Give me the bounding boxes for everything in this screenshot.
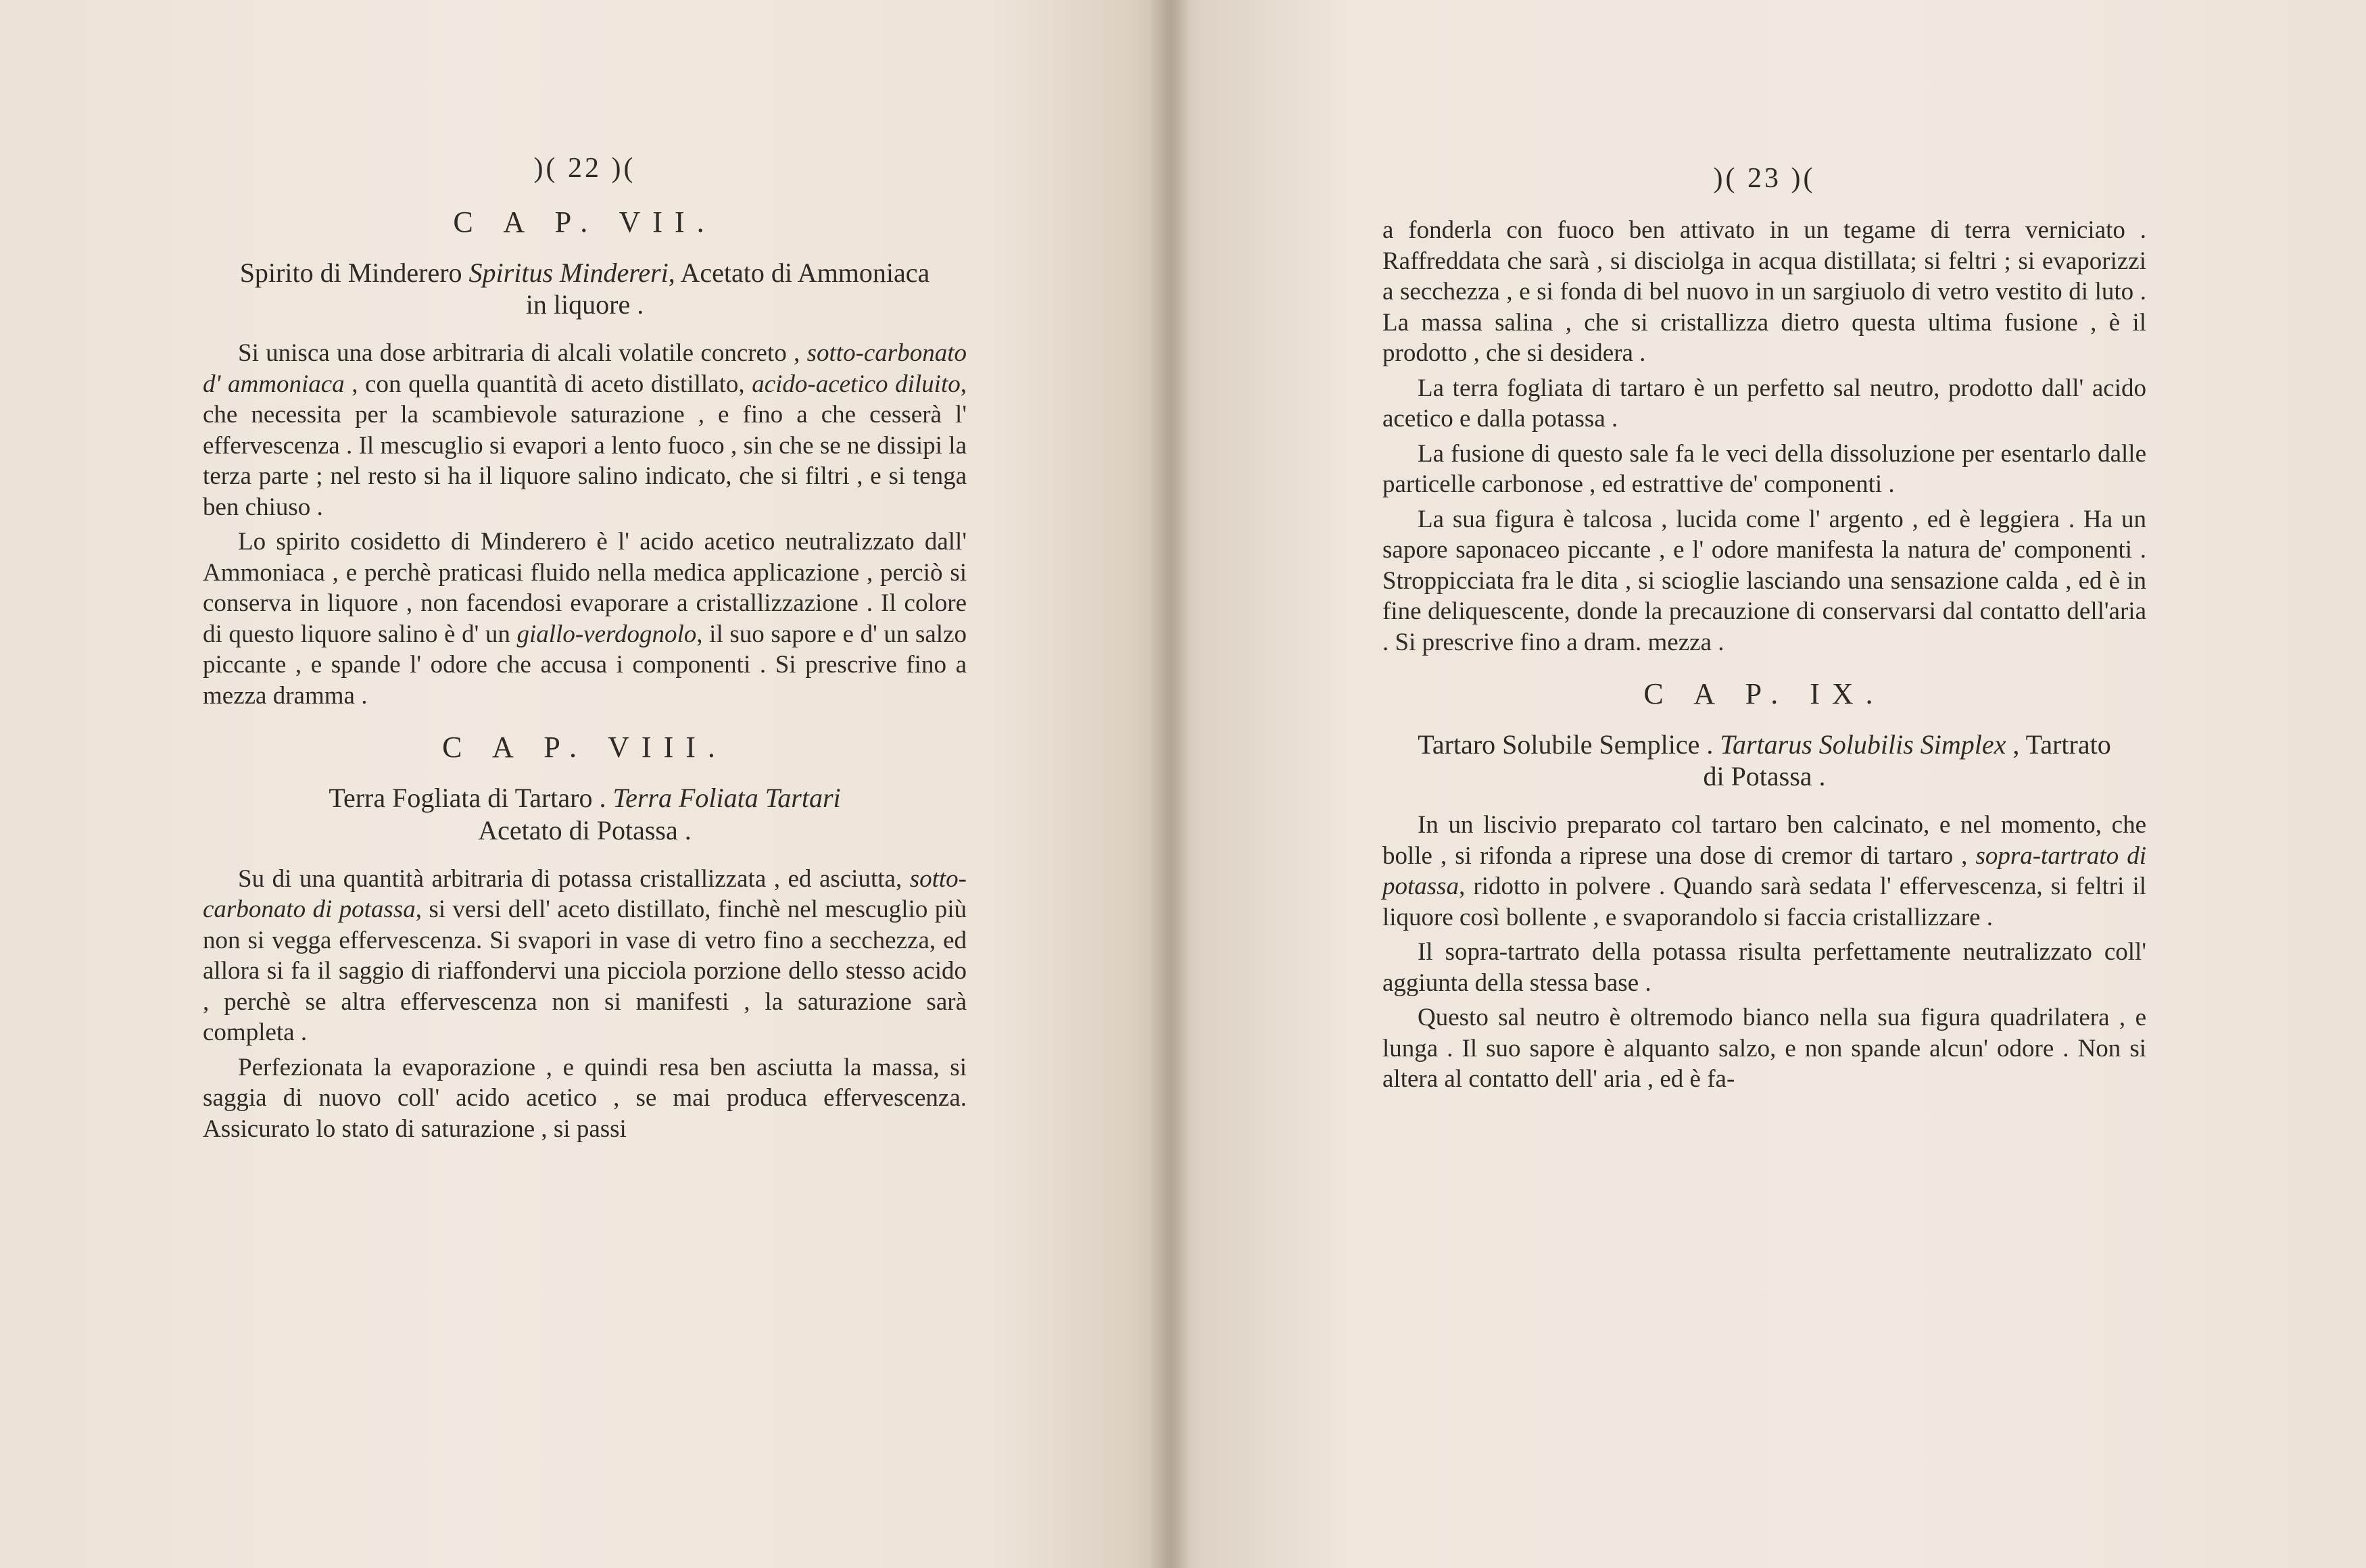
- title-text: Tartaro Solubile Semplice .: [1418, 729, 1720, 760]
- paragraph: Questo sal neutro è oltremodo bianco nella sua figura quadrilatera , e lunga . Il suo sapore è alquanto salzo, e non spande alcun' odore . Non si altera al contatto dell' aria , ed è fa-: [1382, 1004, 2146, 1094]
- text-run: , con quella quantità di aceto distillato,: [344, 370, 752, 398]
- italic-run: sopra-tartrato di potassa: [1382, 841, 2146, 901]
- italic-run: sotto-carbonato di potassa: [203, 864, 967, 924]
- text-run: In un liscivio preparato col tartaro ben calcinato, e nel momento, che bolle , si rifonda a riprese una dose di cremor di tartaro ,: [1382, 811, 2146, 870]
- title-latin: Terra Foliata Tartari: [612, 783, 841, 814]
- text-run: Si unisca una dose arbitraria di alcali volatile concreto ,: [238, 339, 807, 368]
- page-number: )( 22 )(: [533, 153, 636, 184]
- right-page: [1166, 0, 2366, 1568]
- paragraph: a fonderla con fuoco ben attivato in un tegame di terra verniciato . Raffreddata che sarà , si disciolga in acqua distillata; si feltri ; si evaporizzi a secchezza , e si fonda di bel nuovo in un sargiuolo di vetro vestito di luto . La massa salina , che si cristallizza dietro questa ultima fusione , è il prodotto , che si desidera .: [1382, 216, 2146, 367]
- text-run: , il suo sapore e d' un salzo piccante , e spande l' odore che accusa i componenti . Si prescrive fino a mezza dramma .: [203, 620, 967, 710]
- paragraph: [1382, 810, 2146, 933]
- italic-run: giallo-verdognolo: [516, 620, 697, 648]
- paragraph: La fusione di questo sale fa le veci della dissoluzione per esentarlo dalle particelle carbonose , ed estrattive de' componenti .: [1382, 439, 2146, 498]
- text-run: Lo spirito cosidetto di Minderero è l' acido acetico neutralizzato dall' Ammoniaca , e perchè praticasi fluido nella medica applicazione , perciò si conserva in liquore , non facendosi evaporare a cristallizzazione . Il colore di questo liquore salino è d' un: [203, 528, 967, 648]
- chapter-body: [1382, 810, 2146, 1095]
- book-gutter: [1149, 0, 1190, 1568]
- page-number: )( 23 )(: [1713, 163, 1816, 194]
- paragraph: La terra fogliata di tartaro è un perfetto sal neutro, prodotto dall' acido acetico e dalla potassa .: [1382, 374, 2146, 433]
- paragraph: La sua figura è talcosa , lucida come l' argento , ed è leggiera . Ha un sapore saponaceo piccante , e l' odore manifesta la natura de' componenti . Stroppicciata fra le dita , si scioglie lasciando una sensazione calda , ed è in fine deliquescente, donde la precauzione di conservarsi dal contatto dell'aria . Si prescrive fino a dram. mezza .: [1382, 505, 2146, 656]
- text-run: , si versi dell' aceto distillato, finchè nel mescuglio più non si vegga effervescenza. Si svapori in vase di vetro fino a secchezza, ed allora si fa il saggio di riaffondervi una picciola porzione dello stesso acido , perchè se altra effervescenza non si manifesti , la saturazione sarà completa .: [203, 896, 967, 1047]
- italic-run: acido-acetico diluito: [752, 370, 961, 398]
- paragraph: [203, 338, 967, 522]
- chapter-body: [1382, 215, 2146, 658]
- chapter-heading: C A P. VIII.: [442, 731, 727, 764]
- chapter-title: [230, 257, 940, 320]
- title-latin: Spiritus Mindereri: [468, 258, 669, 288]
- chapter-title: [1409, 729, 2119, 792]
- text-run: , che necessita per la scambievole saturazione , e fino a che cesserà l' effervescenza . Il mescuglio si evapori a lento fuoco , sin che se ne dissipi la terza parte ; nel resto si ha il liquore salino indicato, che si filtri , e si tenga ben chiuso .: [203, 370, 967, 521]
- chapter-heading: C A P. IX.: [1643, 677, 1885, 710]
- title-text: Acetato di Potassa .: [478, 814, 692, 846]
- paragraph: Il sopra-tartrato della potassa risulta perfettamente neutralizzato coll' aggiunta della stessa base .: [1382, 938, 2146, 997]
- paragraph: Perfezionata la evaporazione , e quindi resa ben asciutta la massa, si saggia di nuovo coll' acido acetico , se mai produca effervescenza. Assicurato lo stato di saturazione , si passi: [203, 1053, 967, 1143]
- right-text-block: [1382, 162, 2146, 1095]
- text-run: , ridotto in polvere . Quando sarà sedata l' effervescenza, si feltri il liquore così bollente , e svaporandolo si faccia cristallizzare .: [1382, 873, 2146, 931]
- paragraph: [203, 864, 967, 1048]
- title-text: , Tartrato di Potassa .: [1703, 729, 2111, 792]
- left-text-block: [203, 152, 967, 1144]
- text-run: Su di una quantità arbitraria di potassa cristallizzata , ed asciutta,: [238, 864, 910, 893]
- chapter-heading: C A P. VII.: [453, 205, 717, 239]
- title-latin: Tartarus Solubilis Simplex: [1720, 729, 2006, 760]
- title-text: Terra Fogliata di Tartaro .: [329, 783, 613, 814]
- title-text: Spirito di Minderero: [239, 258, 469, 288]
- italic-run: sotto-carbonato d' ammoniaca: [203, 339, 967, 398]
- paragraph: [203, 526, 967, 711]
- chapter-body: [203, 864, 967, 1145]
- chapter-title: [230, 782, 940, 846]
- chapter-body: [203, 338, 967, 711]
- left-page: [0, 0, 1166, 1568]
- title-text: , Acetato di Ammoniaca in liquore .: [525, 258, 930, 320]
